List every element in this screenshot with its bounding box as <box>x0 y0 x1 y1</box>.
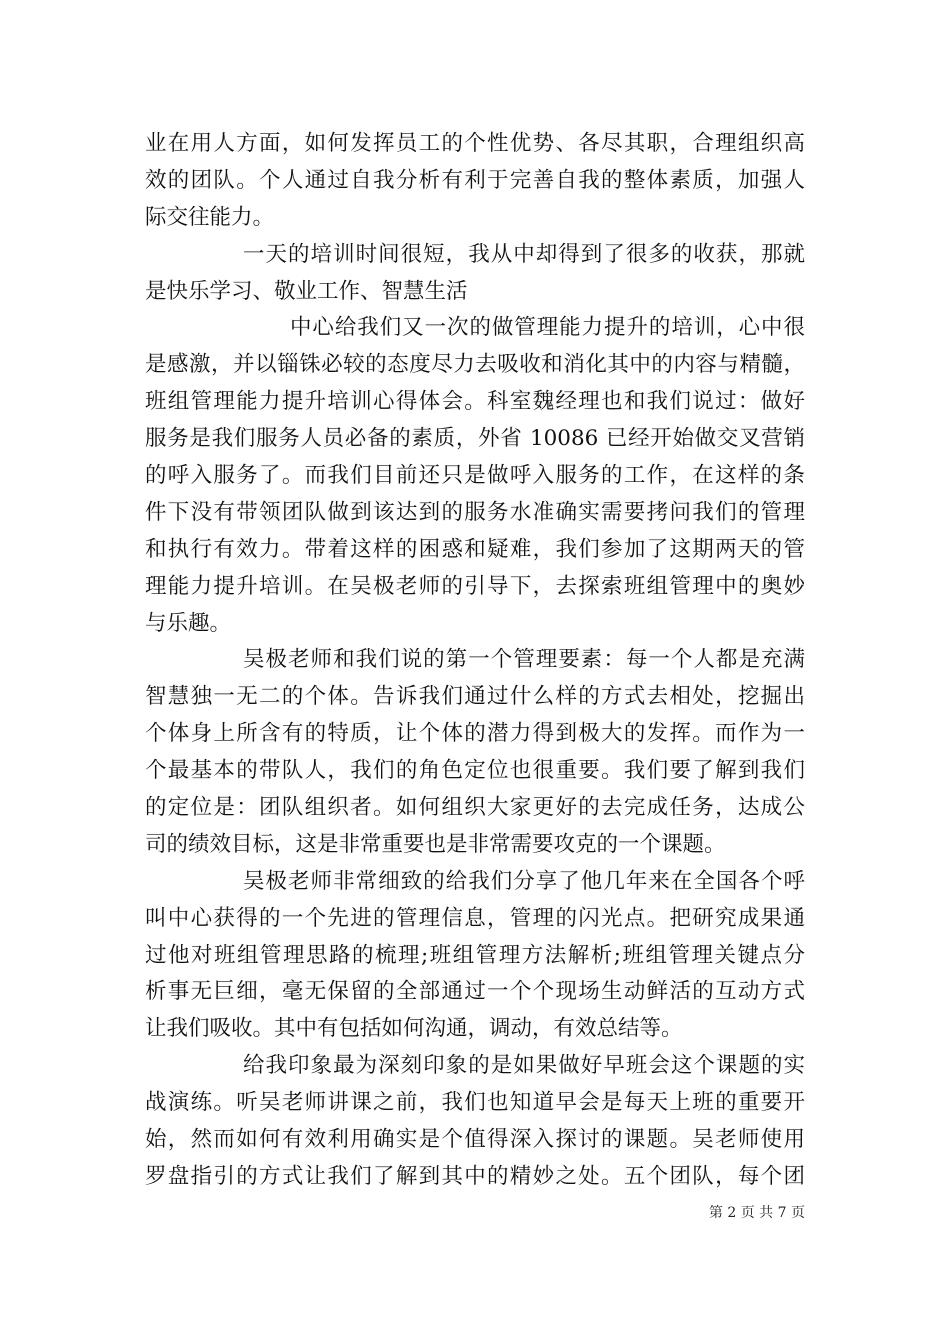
text-line: 服务是我们服务人员必备的素质，外省 10086 已经开始做交叉营销 <box>145 426 805 452</box>
text-line: 的呼入服务了。而我们目前还只是做呼入服务的工作，在这样的条 <box>145 463 805 489</box>
text-line: 智慧独一无二的个体。告诉我们通过什么样的方式去相处，挖掘出 <box>145 684 805 710</box>
text-line: 叫中心获得的一个先进的管理信息，管理的闪光点。把研究成果通 <box>145 905 805 931</box>
text-line: 效的团队。个人通过自我分析有利于完善自我的整体素质，加强人 <box>145 167 805 193</box>
text-line: 际交往能力。 <box>145 204 275 230</box>
text-line: 是快乐学习、敬业工作、智慧生活 <box>145 278 468 304</box>
text-line: 业在用人方面，如何发挥员工的个性优势、各尽其职，合理组织高 <box>145 131 805 156</box>
page-number: 第 2 页 共 7 页 <box>708 1205 805 1221</box>
text-line: 件下没有带领团队做到该达到的服务水准确实需要拷问我们的管理 <box>145 499 805 525</box>
text-line: 和执行有效力。带着这样的困惑和疑难，我们参加了这期两天的管 <box>145 536 805 562</box>
text-line: 与乐趣。 <box>145 610 232 636</box>
text-line: 个最基本的带队人，我们的角色定位也很重要。我们要了解到我们 <box>145 758 805 784</box>
text-line: 过他对班组管理思路的梳理;班组管理方法解析;班组管理关键点分 <box>145 942 805 968</box>
text-line: 班组管理能力提升培训心得体会。科室魏经理也和我们说过：做好 <box>145 389 805 415</box>
text-line: 始，然而如何有效利用确实是个值得深入探讨的课题。吴老师使用 <box>145 1127 805 1153</box>
text-line: 析事无巨细，毫无保留的全部通过一个个现场生动鲜活的互动方式 <box>145 979 805 1005</box>
text-line: 让我们吸收。其中有包括如何沟通，调动，有效总结等。 <box>145 1016 683 1042</box>
text-line: 中心给我们又一次的做管理能力提升的培训，心中很 <box>290 315 805 341</box>
text-line: 的定位是：团队组织者。如何组织大家更好的去完成任务，达成公 <box>145 795 805 821</box>
text-line: 是感激，并以锱铢必较的态度尽力去吸收和消化其中的内容与精髓， <box>145 352 805 378</box>
text-line: 吴极老师和我们说的第一个管理要素：每一个人都是充满 <box>243 647 805 673</box>
text-line: 吴极老师非常细致的给我们分享了他几年来在全国各个呼 <box>243 868 805 894</box>
text-line: 给我印象最为深刻印象的是如果做好早班会这个课题的实 <box>243 1053 805 1079</box>
text-line: 司的绩效目标，这是非常重要也是非常需要攻克的一个课题。 <box>145 831 726 857</box>
text-line: 战演练。听吴老师讲课之前，我们也知道早会是每天上班的重要开 <box>145 1090 805 1116</box>
document-body <box>145 126 805 1196</box>
text-line: 理能力提升培训。在吴极老师的引导下，去探索班组管理中的奥妙 <box>145 573 805 599</box>
text-line: 罗盘指引的方式让我们了解到其中的精妙之处。五个团队，每个团 <box>145 1163 805 1189</box>
text-line: 一天的培训时间很短，我从中却得到了很多的收获，那就 <box>243 241 805 267</box>
text-line: 个体身上所含有的特质，让个体的潜力得到极大的发挥。而作为一 <box>145 721 805 747</box>
